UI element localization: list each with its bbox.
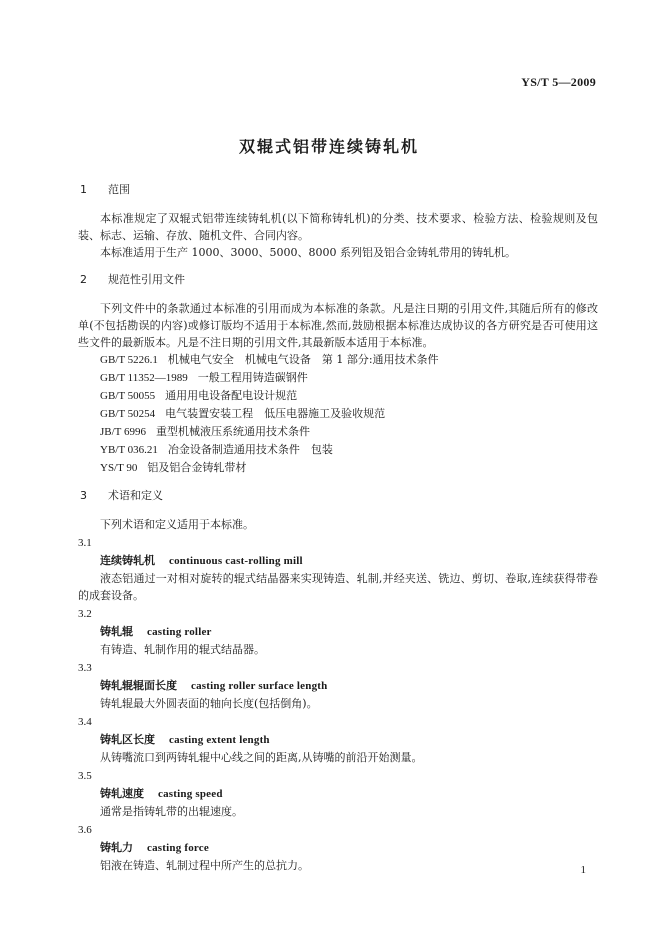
term-number: 3.1 xyxy=(78,537,92,549)
term-entry xyxy=(78,714,598,766)
reference-title: 铝及铝合金铸轧带材 xyxy=(147,461,247,474)
reference-title: 重型机械液压系统通用技术条件 xyxy=(155,425,310,438)
term-name xyxy=(78,623,598,641)
reference-item xyxy=(78,369,598,387)
term-entry xyxy=(78,606,598,658)
section-heading xyxy=(78,270,598,290)
term-definition: 通常是指铸轧带的出辊速度。 xyxy=(100,805,243,818)
section-heading xyxy=(78,486,598,506)
section-title: 规范性引用文件 xyxy=(108,273,185,286)
term-name-en: casting extent length xyxy=(169,734,270,746)
term-definition: 铸轧辊最大外圆表面的轴向长度(包括倒角)。 xyxy=(100,697,318,710)
term-number: 3.5 xyxy=(78,770,92,782)
reference-title: 电气装置安装工程 低压电器施工及验收规范 xyxy=(165,407,386,420)
reference-title: 一般工程用铸造碳钢件 xyxy=(197,371,308,384)
section-number: 1 xyxy=(80,183,87,196)
term-name-zh: 连续铸轧机 xyxy=(100,554,155,567)
reference-list xyxy=(78,351,598,477)
term-entry xyxy=(78,660,598,712)
reference-title: 机械电气安全 机械电气设备 第 1 部分:通用技术条件 xyxy=(167,353,439,366)
term-name-en: casting speed xyxy=(158,788,223,800)
paragraph: 下列术语和定义适用于本标准。 xyxy=(100,518,254,531)
reference-item xyxy=(78,351,598,369)
term-entry xyxy=(78,535,598,604)
paragraph: 本标准规定了双辊式铝带连续铸轧机(以下简称铸轧机)的分类、技术要求、检验方法、检验规则及包装、标志、运输、存放、随机文件、合同内容。 xyxy=(78,212,598,242)
reference-code: GB/T 11352—1989 xyxy=(100,372,188,384)
term-definition: 铝液在铸造、轧制过程中所产生的总抗力。 xyxy=(100,859,309,872)
term-name xyxy=(78,677,598,695)
reference-code: GB/T 50254 xyxy=(100,408,156,420)
section-title: 范围 xyxy=(108,183,130,196)
page-title: 双辊式铝带连续铸轧机 xyxy=(238,137,419,156)
term-name xyxy=(78,731,598,749)
reference-code: GB/T 5226.1 xyxy=(100,354,158,366)
term-name xyxy=(78,785,598,803)
term-number: 3.6 xyxy=(78,824,92,836)
term-name-en: continuous cast-rolling mill xyxy=(169,555,303,567)
term-definition: 液态铝通过一对相对旋转的辊式结晶器来实现铸造、轧制,并经夹送、铣边、剪切、卷取,连续获得带卷的成套设备。 xyxy=(78,572,598,602)
reference-item xyxy=(78,441,598,459)
reference-item xyxy=(78,405,598,423)
term-name-zh: 铸轧速度 xyxy=(100,787,144,800)
reference-code: YS/T 90 xyxy=(100,462,138,474)
term-number: 3.2 xyxy=(78,608,92,620)
page-number: 1 xyxy=(580,864,586,876)
term-number: 3.4 xyxy=(78,716,92,728)
term-name-zh: 铸轧辊 xyxy=(100,625,133,638)
reference-item xyxy=(78,387,598,405)
term-name xyxy=(78,839,598,857)
term-name-en: casting roller surface length xyxy=(191,680,328,692)
term-number: 3.3 xyxy=(78,662,92,674)
term-entry xyxy=(78,768,598,820)
term-entry xyxy=(78,822,598,874)
term-definition: 有铸造、轧制作用的辊式结晶器。 xyxy=(100,643,265,656)
reference-title: 通用用电设备配电设计规范 xyxy=(165,389,298,402)
paragraph: 本标准适用于生产 1000、3000、5000、8000 系列铝及铝合金铸轧带用的铸轧机。 xyxy=(100,246,516,259)
reference-item xyxy=(78,459,598,477)
section-number: 3 xyxy=(80,489,87,502)
term-name-zh: 铸轧辊辊面长度 xyxy=(100,679,177,692)
term-name-zh: 铸轧区长度 xyxy=(100,733,155,746)
reference-code: JB/T 6996 xyxy=(100,426,146,438)
reference-code: GB/T 50055 xyxy=(100,390,156,402)
term-name-en: casting force xyxy=(147,842,209,854)
term-name xyxy=(78,552,598,570)
document-body xyxy=(78,180,598,874)
reference-item xyxy=(78,423,598,441)
paragraph: 下列文件中的条款通过本标准的引用而成为本标准的条款。凡是注日期的引用文件,其随后所有的修改单(不包括勘误的内容)或修订版均不适用于本标准,然而,鼓励根据本标准达成协议的各方研究是否可使用这些文件的最新版本。凡是不注日期的引用文件,其最新版本适用于本标准。 xyxy=(78,302,598,349)
term-name-zh: 铸轧力 xyxy=(100,841,133,854)
section-number: 2 xyxy=(80,273,87,286)
term-name-en: casting roller xyxy=(147,626,212,638)
term-definition: 从铸嘴流口到两铸轧辊中心线之间的距离,从铸嘴的前沿开始测量。 xyxy=(100,751,423,764)
section-title: 术语和定义 xyxy=(108,489,163,502)
section-heading xyxy=(78,180,598,200)
reference-code: YB/T 036.21 xyxy=(100,444,158,456)
doc-code: YS/T 5—2009 xyxy=(521,75,596,89)
reference-title: 冶金设备制造通用技术条件 包装 xyxy=(167,443,333,456)
